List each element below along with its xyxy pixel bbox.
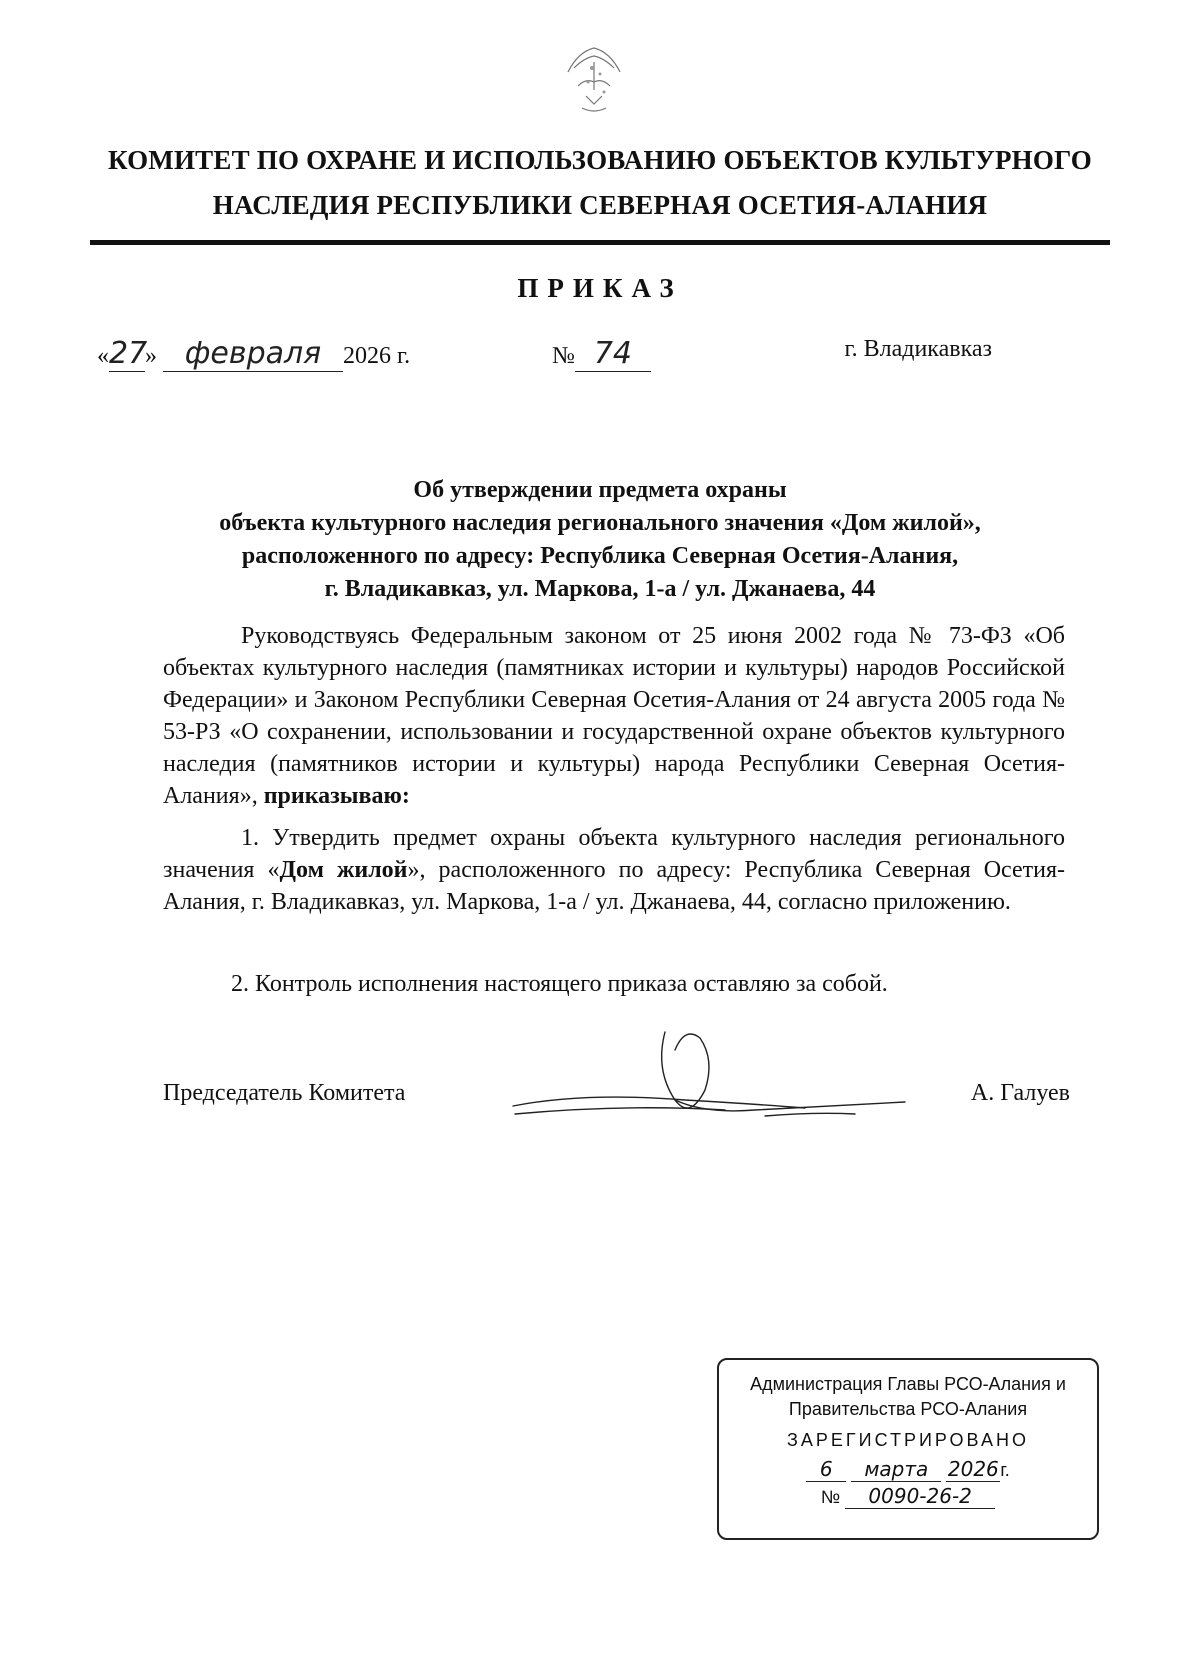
date-close-quote: »: [145, 343, 157, 369]
document-type: ПРИКАЗ: [517, 273, 683, 303]
clause-1-text-b: », расположенного по адресу: Республика Северная Осетия-Алания, г. Владикавказ, ул. Маркова, 1-а / ул. Джанаева, 44, согласно приложению.: [163, 857, 1065, 915]
date-day: 27: [109, 336, 148, 371]
stamp-date: [719, 1457, 1097, 1482]
stamp-date-year: 2026: [947, 1457, 999, 1481]
stamp-date-suffix: г.: [1000, 1460, 1010, 1480]
clause-2: 2. Контроль исполнения настоящего приказа оставляю за собой.: [231, 971, 888, 997]
organization-name-line2: НАСЛЕДИЯ РЕСПУБЛИКИ СЕВЕРНАЯ ОСЕТИЯ-АЛАНИЯ: [212, 190, 988, 220]
registration-stamp: [717, 1358, 1099, 1540]
stamp-line1: Администрация Главы РСО-Алания и: [750, 1374, 1066, 1394]
order-number-prefix: №: [552, 343, 575, 369]
stamp-number-value: 0090-26-2: [845, 1484, 995, 1509]
title-line1: Об утверждении предмета охраны: [413, 477, 787, 503]
title-line2: объекта культурного наследия регионального значения «Дом жилой»,: [219, 510, 981, 536]
emblem-icon: [548, 38, 640, 124]
clause-1-text-a: 1. Утвердить предмет охраны объекта культурного наследия регионального значения «: [163, 825, 1065, 883]
organization-name-line1: КОМИТЕТ ПО ОХРАНЕ И ИСПОЛЬЗОВАНИЮ ОБЪЕКТОВ КУЛЬТУРНОГО: [107, 145, 1092, 175]
clause-1: [163, 822, 1065, 918]
preamble-order-word: приказываю:: [263, 783, 410, 809]
date-open-quote: «: [97, 343, 109, 369]
order-date: [97, 336, 410, 372]
header-divider: [90, 240, 1110, 245]
date-month: февраля: [163, 336, 343, 372]
title-line3: расположенного по адресу: Республика Северная Осетия-Алания,: [241, 543, 959, 569]
signatory-position: Председатель Комитета: [163, 1080, 406, 1106]
stamp-line2: Правительства РСО-Алания: [788, 1399, 1028, 1419]
stamp-number: [719, 1484, 1097, 1509]
stamp-date-month: марта: [851, 1457, 941, 1482]
order-city: г. Владикавказ: [844, 336, 992, 362]
date-year: 2026 г.: [343, 343, 411, 369]
handwritten-signature: [505, 1030, 925, 1140]
title-line4: г. Владикавказ, ул. Маркова, 1-а / ул. Джанаева, 44: [324, 576, 876, 602]
preamble-paragraph: [163, 620, 1065, 812]
clause-1-object-name: Дом жилой: [279, 857, 408, 883]
stamp-number-prefix: №: [820, 1487, 841, 1507]
order-number: [552, 336, 651, 372]
preamble-text: Руководствуясь Федеральным законом от 25 июня 2002 года № 73-ФЗ «Об объектах культурного наследия (памятниках истории и культуры) народов Российской Федерации» и Законом Республики Северная Осетия-Алания от 24 августа 2005 года № 53-РЗ «О сохранении, использовании и государственной охране объектов культурного наследия (памятников истории и культуры) народа Республики Северная Осетия-Алания»,: [163, 623, 1065, 809]
stamp-registered: ЗАРЕГИСТРИРОВАНО: [787, 1430, 1029, 1450]
order-number-value: 74: [575, 336, 651, 372]
signatory-name: А. Галуев: [970, 1080, 1070, 1106]
stamp-date-day: 6: [806, 1457, 846, 1482]
order-title: [110, 474, 1090, 606]
